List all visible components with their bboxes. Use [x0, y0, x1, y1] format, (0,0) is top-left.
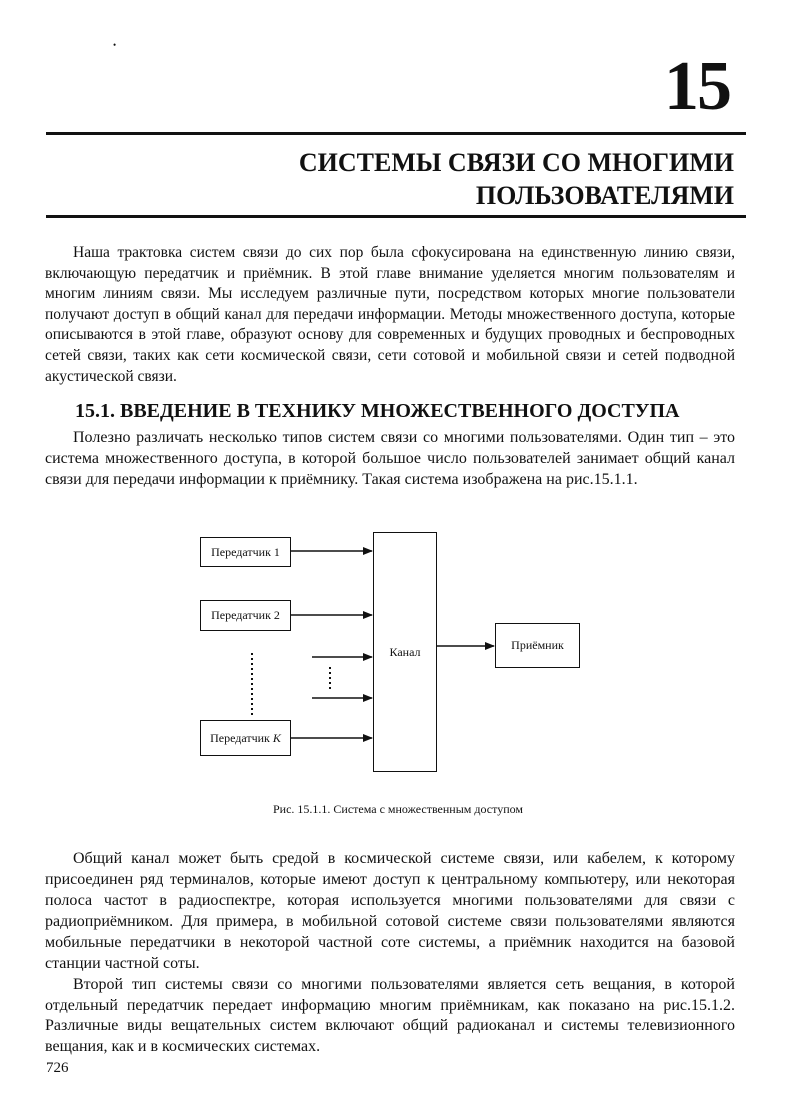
channel-box — [373, 532, 437, 772]
transmitter-2-label: Передатчик 2 — [211, 608, 280, 622]
section-heading: 15.1. ВВЕДЕНИЕ В ТЕХНИКУ МНОЖЕСТВЕННОГО ДОСТУПА — [75, 400, 680, 422]
chapter-title-line2: ПОЛЬЗОВАТЕЛЯМИ — [475, 181, 734, 210]
scan-mark: • — [113, 40, 117, 50]
body-paragraph: Полезно различать несколько типов систем связи со многими пользователями. Один тип – это система множественного доступа, в которой большое число пользователей занимает общий канал связи для передачи информации к приёмнику. Такая система изображена на рис.15.1.1. — [45, 429, 735, 488]
chapter-number: 15 — [664, 48, 730, 125]
header-rule-bottom — [46, 215, 746, 218]
transmitter-k-box — [200, 720, 291, 756]
transmitter-k-label: Передатчик K — [210, 730, 281, 745]
figure-multiple-access-diagram — [180, 525, 600, 775]
figure-caption: Рис. 15.1.1. Система с множественным доступом — [273, 802, 523, 816]
channel-label: Канал — [389, 644, 421, 659]
transmitter-1-label: Передатчик 1 — [211, 544, 280, 559]
receiver-label: Приёмник — [511, 638, 564, 652]
body-paragraph: Второй тип системы связи со многими пользователями является сеть вещания, в которой отдельный передатчик передает информацию многим приёмникам, как показано на рис.15.1.2. Различные виды вещательных систем включают общий радиоканал и системы телевизионного вещания, как и в космических системах. — [45, 976, 735, 1055]
intro-paragraph: Наша трактовка систем связи до сих пор была сфокусирована на единственную линию связи, включающую передатчик и приёмник. В этой главе внимание уделяется многим пользователям и многим линиям связи. Мы исследуем различные пути, посредством которых многие пользователи получают доступ в общий канал для передачи информации. Методы множественного доступа, которые описываются в этой главе, образуют основу для современных и будущих проводных и беспроводных сетей связи, таких как сети космической связи, сети сотовой и мобильной связи и сетей подводной акустической связи. — [45, 244, 735, 385]
transmitter-1-box — [200, 537, 291, 567]
body-paragraph: Общий канал может быть средой в космической системе связи, или кабелем, к которому присоединен ряд терминалов, которые имеют доступ к центральному компьютеру, или некоторая полоса частот в радиоспектре, которая используется многими пользователями для связи с радиоприёмником. Для примера, в мобильной сотовой системе связи пользователями являются мобильные передатчики в некоторой частной соте системы, а приёмник находится на базовой станции частной соты. — [45, 850, 735, 972]
receiver-box — [495, 623, 580, 668]
transmitter-2-box — [200, 600, 291, 631]
header-rule-top — [46, 132, 746, 135]
chapter-title-line1: СИСТЕМЫ СВЯЗИ СО МНОГИМИ — [298, 148, 734, 177]
chapter-title — [134, 146, 734, 212]
page-number: 726 — [46, 1060, 69, 1076]
